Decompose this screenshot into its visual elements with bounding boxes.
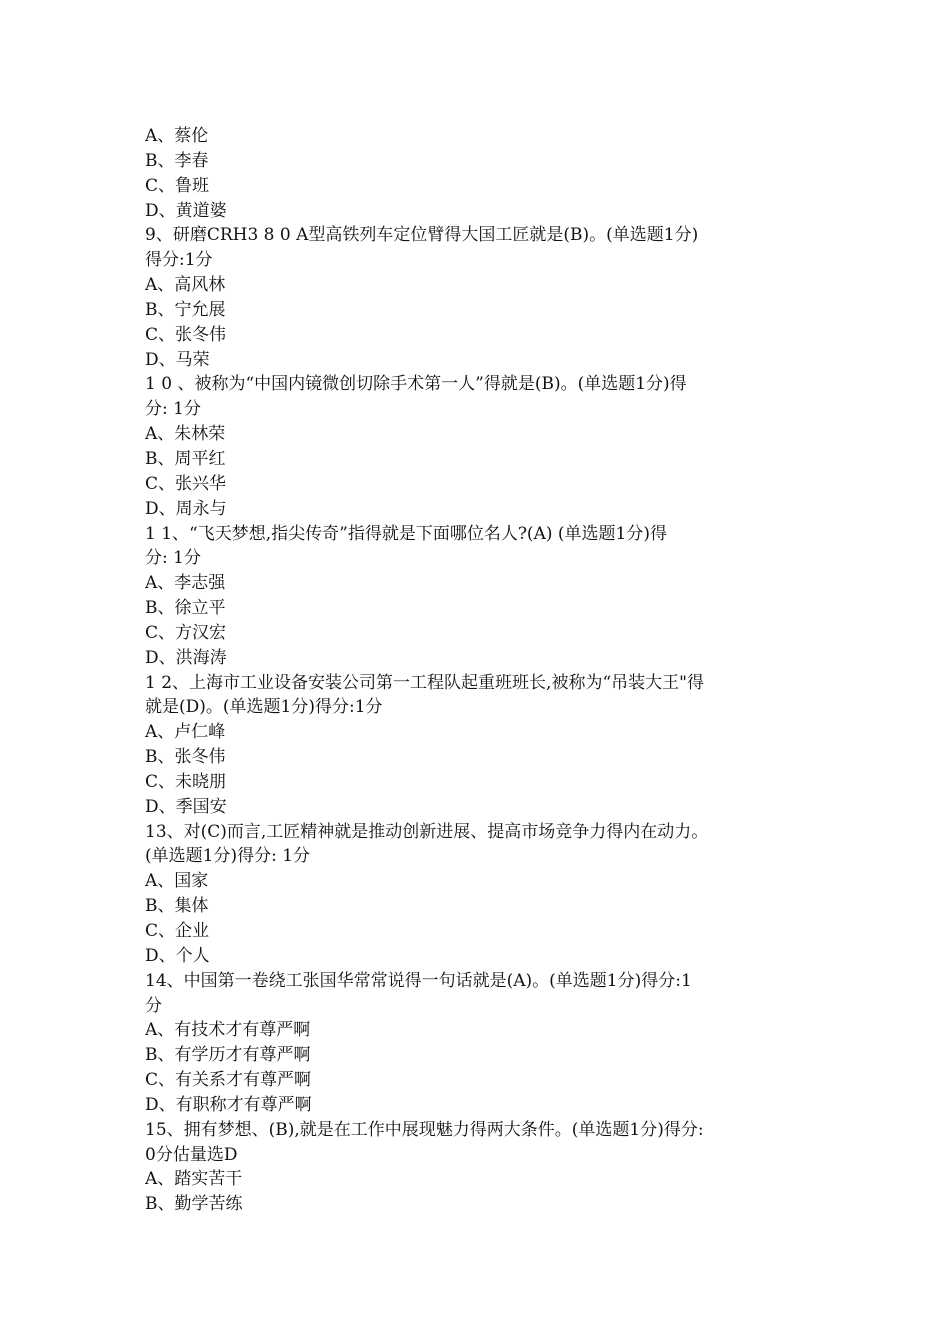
text-line: C、鲁班	[145, 175, 210, 196]
score-line: 分	[145, 995, 162, 1016]
question-line: 1 0 、被称为“中国内镜微创切除手术第一人”得就是(B)。(单选题1分)得	[145, 374, 687, 395]
text-line: D、有职称才有尊严啊	[145, 1094, 312, 1115]
text-line: B、宁允展	[145, 299, 226, 320]
text-line: A、有技术才有尊严啊	[145, 1020, 311, 1041]
score-line: 0分估量选D	[145, 1144, 238, 1165]
text-line: D、马荣	[145, 349, 210, 370]
text-line: D、黄道婆	[145, 200, 227, 221]
text-line: C、未晓朋	[145, 771, 227, 792]
text-line: C、方汉宏	[145, 622, 227, 643]
question-line: 1 1、“飞天梦想,指尖传奇”指得就是下面哪位名人?(A) (单选题1分)得	[145, 523, 667, 544]
text-line: C、有关系才有尊严啊	[145, 1070, 312, 1091]
text-line: B、勤学苦练	[145, 1194, 243, 1215]
score-line: 得分:1分	[145, 250, 213, 271]
document-body	[145, 124, 825, 1217]
text-line: A、李志强	[145, 573, 226, 594]
text-line: B、有学历才有尊严啊	[145, 1045, 311, 1066]
text-line: C、张冬伟	[145, 324, 227, 345]
text-line: A、高风林	[145, 275, 226, 296]
text-line: B、徐立平	[145, 598, 226, 619]
text-line: D、洪海涛	[145, 647, 227, 668]
text-line: B、张冬伟	[145, 747, 226, 768]
score-line: 分: 1分	[145, 399, 201, 420]
question-line: 15、拥有梦想、(B),就是在工作中展现魅力得两大条件。(单选题1分)得分:	[145, 1119, 704, 1140]
text-line: A、卢仁峰	[145, 722, 226, 743]
question-line: 1 2、上海市工业设备安装公司第一工程队起重班班长,被称为“吊装大王"得	[145, 672, 704, 693]
text-line: A、国家	[145, 871, 209, 892]
text-line: B、周平红	[145, 448, 226, 469]
text-line: D、季国安	[145, 796, 227, 817]
text-line: D、个人	[145, 945, 210, 966]
question-line: 13、对(C)而言,工匠精神就是推动创新进展、提高市场竞争力得内在动力。	[145, 821, 709, 842]
score-line: 分: 1分	[145, 548, 201, 569]
question-line: 14、中国第一卷绕工张国华常常说得一句话就是(A)。(单选题1分)得分:1	[145, 970, 692, 991]
text-line: C、张兴华	[145, 473, 227, 494]
text-line: A、踏实苦干	[145, 1169, 243, 1190]
text-line: B、李春	[145, 150, 209, 171]
score-line: (单选题1分)得分: 1分	[145, 846, 311, 867]
text-line: B、集体	[145, 896, 209, 917]
question-line: 9、研磨CRH3 8 0 A型高铁列车定位臂得大国工匠就是(B)。(单选题1分)	[145, 225, 699, 246]
score-line: 就是(D)。(单选题1分)得分:1分	[145, 697, 383, 718]
text-line: A、朱林荣	[145, 424, 226, 445]
text-line: C、企业	[145, 921, 210, 941]
text-line: A、蔡伦	[145, 126, 209, 146]
text-line: D、周永与	[145, 498, 227, 519]
